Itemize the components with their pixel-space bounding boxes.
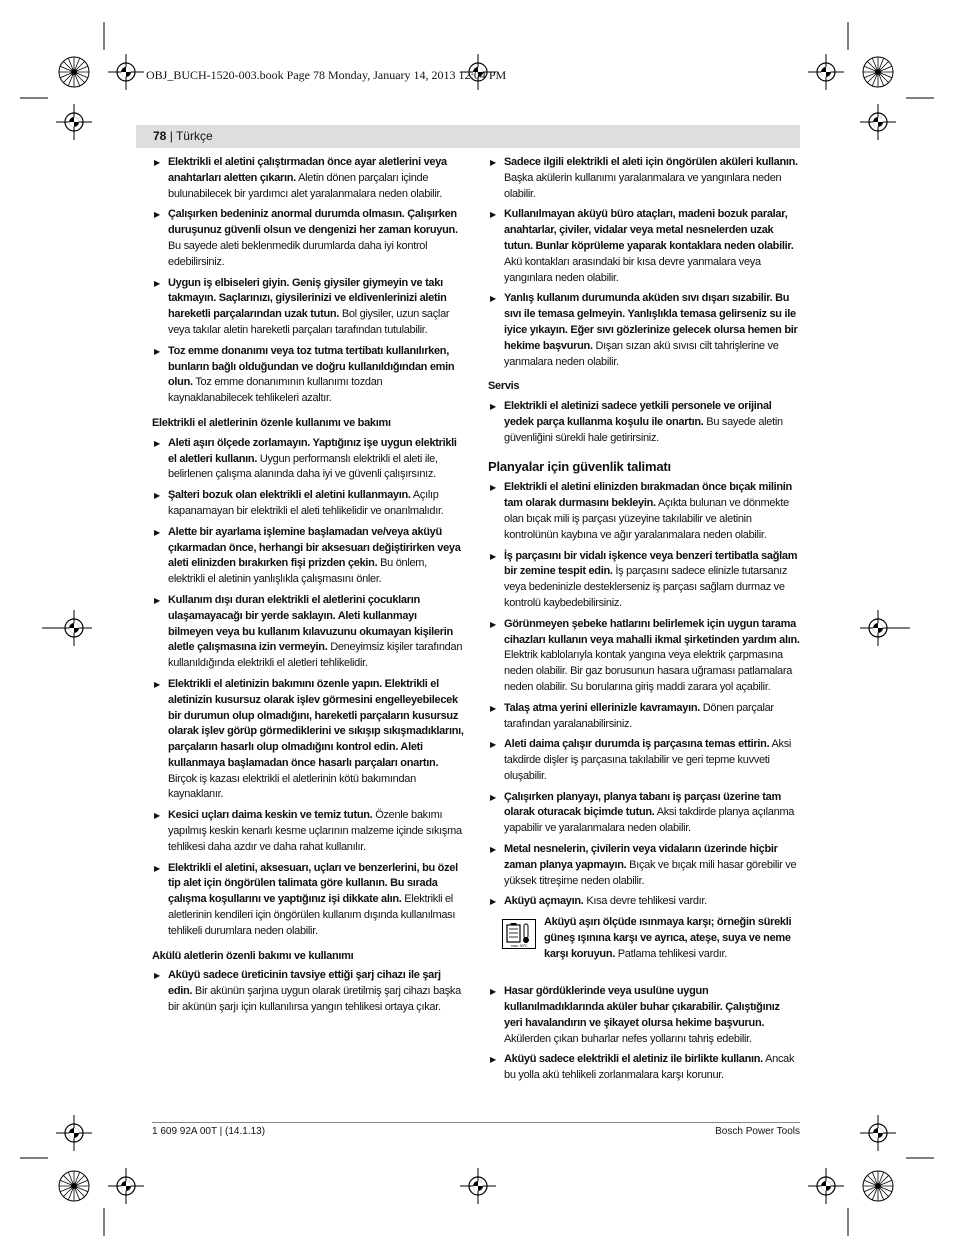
- instruction-bold-text: Sadece ilgili elektrikli el aleti için öngörülen aküleri kullanın.: [504, 156, 798, 168]
- safety-instruction-item: [488, 842, 800, 889]
- instruction-text: Bıçak ve bıçak mili hasar görebilir ve yüksek titreşime neden olabilir.: [504, 858, 797, 887]
- instruction-bold-text: Elektrikli el aletini, aksesuarı, uçları ve benzerlerini, bu özel tip alet için öngörülen talimata göre kullanın. Bu sırada çalışma koşullarını ve yaptığınız işi dikkate alın.: [168, 861, 458, 906]
- instruction-text: Deneyimsiz kişiler tarafından kullanıldığında elektrikli el aletleri tehlikelidir.: [168, 641, 463, 670]
- safety-instruction-item: [152, 808, 464, 855]
- instruction-bold-text: Aleti daima çalışır durumda iş parçasına temas ettirin.: [504, 738, 770, 751]
- safety-instruction-item: [152, 677, 464, 803]
- section-title-planer-safety: Planyalar için güvenlik talimatı: [488, 458, 671, 474]
- instruction-bold-text: Aküyü sadece üreticinin tavsiye ettiği şarj cihazı ile şarj edin.: [168, 969, 441, 998]
- safety-instruction-item: [152, 207, 464, 270]
- instruction-text: Açıkta bulunan ve dönmekte olan bıçak mili iş parçası yüzeyine takılabilir ve aletinin kontrolünün kaybına ve ağır yaralanmalara neden olabilir.: [504, 497, 789, 541]
- safety-instruction-item: [152, 344, 464, 407]
- safety-instruction-item: [488, 737, 800, 784]
- safety-instruction-item: [488, 790, 800, 837]
- instruction-bold-text: Aleti aşırı ölçede zorlamayın. Yaptığınız işe uygun elektrikli el aletleri kullanın.: [168, 436, 457, 465]
- footer-publisher: Bosch Power Tools: [715, 1126, 800, 1137]
- footer-rule: [152, 1122, 800, 1123]
- instruction-bold-text: Elektrikli el aletinizi sadece yetkili personele ve orijinal yedek parça kullanma koşulu ile onartın.: [504, 400, 772, 428]
- safety-instruction-item: [152, 968, 464, 1015]
- header-separator: |: [166, 129, 176, 143]
- safety-instruction-item: [152, 525, 464, 588]
- footer-document-id: 1 609 92A 00T | (14.1.13): [152, 1126, 266, 1137]
- instruction-text: Akü kontakları arasındaki bir kısa devre yanmalara veya yangınlara neden olabilir.: [504, 255, 761, 284]
- instruction-text: Bol giysiler, uzun saçlar veya takılar aletin hareketli parçaları tarafından tutulabilir.: [168, 308, 450, 336]
- safety-instruction-item: [488, 894, 800, 910]
- battery-heat-warning: [488, 915, 800, 979]
- safety-instruction-item: [488, 207, 800, 286]
- instruction-text: Bu sayede aleti beklenmedik durumlarda daha iyi kontrol edebilirsiniz.: [168, 239, 428, 268]
- instruction-bold-text: Kullanım dışı duran elektrikli el aletlerini çocukların ulaşamayacağı bir yerde saklayın. Aleti kullanmayı bilmeyen veya bu kullanım kılavuzunu okumayan kişilerin aletle çalışmasına izin vermeyin.: [168, 593, 453, 654]
- safety-instruction-item: [488, 549, 800, 612]
- instruction-text: İş parçasını sadece elinizle tutarsanız veya bedeninizle desteklerseniz iş parçası sağlam durmaz ve kontrolü kaybedebilirsiniz.: [504, 565, 788, 609]
- instruction-text: Özenle bakımı yapılmış keskin kenarlı kesme uçlarının malzeme içinde sıkışma tehlikesi daha azdır ve daha rahat kullanılır.: [168, 809, 462, 853]
- safety-instruction-item: [488, 480, 800, 543]
- instruction-bold-text: Çalışırken planyayı, planya tabanı iş parçası üzerine tam olarak oturacak biçimde tutun.: [504, 790, 781, 819]
- safety-instruction-item: [488, 399, 800, 446]
- safety-instruction-item: [152, 276, 464, 339]
- instruction-text: Açılıp kapanamayan bir elektrikli el aleti tehlikelidir ve onarılmalıdır.: [168, 489, 444, 517]
- instruction-bold-text: Görünmeyen şebeke hatlarını belirlemek için uygun tarama cihazları kullanın veya mahalli ikmal şirketinden yardım alın.: [504, 617, 800, 646]
- instruction-bold-text: Kullanılmayan aküyü büro ataçları, madeni bozuk paralar, anahtarlar, çiviler, vidalar veya metal nesnelerden uzak tutun. Bunlar köprüleme yaparak kontaklara neden olabilir.: [504, 208, 794, 252]
- header-language: Türkçe: [175, 129, 213, 143]
- warn-bold-text: Aküyü aşırı ölçüde ısınmaya karşı; örneğin sürekli güneş ışınına karşı ve ayrıca, ateşe, suya ve neme karşı koruyun.: [544, 916, 792, 960]
- instruction-text: Toz emme donanımının kullanımı tozdan kaynaklanabilecek tehlikeleri azaltır.: [168, 376, 383, 405]
- instruction-text: Elektrikli el aletlerinin kendileri için öngörülen kullanım dışında kullanılması tehlikeli durumlara neden olabilir.: [168, 893, 456, 937]
- warn-text: Patlama tehlikesi vardır.: [615, 947, 728, 960]
- safety-instruction-item: [152, 593, 464, 672]
- safety-instruction-item: [152, 436, 464, 483]
- instruction-text: Bu önlem, elektrikli el aletinin yanlışlıkla çalışmasını önler.: [168, 557, 427, 586]
- right-column: [488, 155, 800, 1089]
- instruction-bold-text: Uygun iş elbiseleri giyin. Geniş giysiler giymeyin ve takı takmayın. Saçlarınızı, giysilerinizi ve eldivenlerinizi aletin hareketli parçalarından uzak tutun.: [168, 276, 447, 321]
- instruction-text: Başka akülerin kullanımı yaralanmalara ve yangınlara neden olabilir.: [504, 171, 782, 200]
- instruction-text: Ancak bu yolla akü tehlikeli zorlanmalara karşı korunur.: [504, 1053, 795, 1082]
- instruction-text: Dışarı sızan akü sıvısı cilt tahrişlerine ve yanmalara neden olabilir.: [504, 339, 779, 368]
- instruction-text: Elektrik kablolarıyla kontak yangına veya elektrik çarpmasına neden olabilir. Bir gaz borusunun hasara uğraması patlamalara neden olabilir. Su borularına giriş maddi zarara yol açabilir.: [504, 649, 793, 693]
- safety-instruction-item: [152, 488, 464, 520]
- subheading-service: Servis: [488, 380, 520, 393]
- safety-instruction-item: [152, 861, 464, 940]
- instruction-text: Aksi takdirde dişler iş parçasına takılabilir ve geri tepme kuvveti oluşabilir.: [504, 738, 792, 782]
- instruction-bold-text: Elektrikli el aletinizin bakımını özenle yapın. Elektrikli el aletinizin kusursuz olarak işlev görmesini engelleyebilecek bir durumun olup olmadığını, hareketli parçaların kusursuz olarak işlev görüp görmediklerini ve sıkışıp sıkışmadıklarını, parçaların hasarlı olup olmadığını kontrol edin. Aleti kullanmaya başlamadan önce hasarlı parçaları onartın.: [168, 677, 464, 769]
- safety-instruction-item: [488, 1052, 800, 1084]
- left-column: [152, 155, 464, 1021]
- instruction-bold-text: Elektrikli el aletini elinizden bırakmadan önce bıçak milinin tam olarak durmasını bekleyin.: [504, 481, 792, 510]
- instruction-text: Akülerden çıkan buharlar nefes yollarını tahriş edebilir.: [504, 1032, 752, 1045]
- instruction-bold-text: Aküyü sadece elektrikli el aletiniz ile birlikte kullanın.: [504, 1053, 763, 1066]
- safety-instruction-item: [488, 291, 800, 370]
- instruction-text: Aletin dönen parçaları içinde bulunabilecek bir yardımcı alet yaralanmalara neden olabilir.: [168, 171, 442, 200]
- instruction-text: Birçok iş kazası elektrikli el aletlerinin kötü bakımından kaynaklanır.: [168, 772, 416, 801]
- subheading-tool-care: Elektrikli el aletlerinin özenle kullanımı ve bakımı: [152, 416, 391, 429]
- instruction-bold-text: Metal nesnelerin, çivilerin veya vidaların üzerinde hiçbir zaman planya yapmayın.: [504, 843, 778, 871]
- print-slug-line: OBJ_BUCH-1520-003.book Page 78 Monday, January 14, 2013 12:04 PM: [146, 68, 507, 82]
- instruction-bold-text: Hasar gördüklerinde veya usulüne uygun kullanılmadıklarında aküler buhar çıkarabilir. Çalıştığınız yeri havalandırın ve şikayet olursa hekime başvurun.: [504, 985, 780, 1029]
- instruction-bold-text: Alette bir ayarlama işlemine başlamadan ve/veya aküyü çıkarmadan önce, herhangi bir aksesuarı değiştirirken veya aleti elinizden bırakırken fişi prizden çekin.: [168, 525, 461, 570]
- instruction-text: Bu sayede aletin güvenliğini sürekli hale getirirsiniz.: [504, 415, 783, 444]
- page-number: 78: [153, 129, 167, 143]
- instruction-bold-text: Aküyü açmayın.: [504, 895, 584, 908]
- instruction-text: Kısa devre tehlikesi vardır.: [583, 895, 707, 908]
- instruction-text: Aksi takdirde planya açılanma yapabilir ve yaralanmalara neden olabilir.: [504, 806, 795, 835]
- safety-instruction-item: [488, 155, 800, 202]
- safety-instruction-item: [488, 617, 800, 696]
- battery-heat-warning-icon-caption: max. 50°C: [510, 944, 528, 949]
- instruction-text: Dönen parçalar tarafından yaralanabilirsiniz.: [504, 701, 774, 730]
- page-header-text: [153, 129, 213, 143]
- battery-heat-warning-icon: [502, 919, 536, 949]
- instruction-bold-text: Yanlış kullanım durumunda aküden sıvı dışarı sızabilir. Bu sıvı ile temasa gelmeyin. Yanlışlıkla temasa gelirseniz su ile iyice yıkayın. Eğer sıvı gözlerinize gelecek olursa hemen bir hekime başvurun.: [504, 292, 798, 352]
- instruction-bold-text: Şalteri bozuk olan elektrikli el aletini kullanmayın.: [168, 489, 411, 502]
- page-header: [136, 125, 800, 148]
- safety-instruction-item: [488, 984, 800, 1047]
- subheading-battery-care: Akülü aletlerin özenli bakımı ve kullanımı: [152, 949, 354, 962]
- instruction-bold-text: Toz emme donanımı veya toz tutma tertibatı kullanılırken, bunların bağlı olduğundan ve doğru kullanıldığından emin olun.: [168, 344, 455, 389]
- instruction-text: Bir akünün şarjına uygun olarak üretilmiş şarj cihazı başka bir akünün şarjı için kullanılırsa yangın tehlikesi ortaya çıkar.: [168, 985, 461, 1014]
- instruction-bold-text: İş parçasını bir vidalı işkence veya benzeri tertibatla sağlam bir zemine tespit edin.: [504, 549, 798, 578]
- instruction-bold-text: Elektrikli el aletini çalıştırmadan önce ayar aletlerini veya anahtarları aletten çıkarın.: [168, 156, 447, 184]
- safety-instruction-item: [152, 155, 464, 202]
- instruction-bold-text: Talaş atma yerini ellerinizle kavramayın.: [504, 701, 700, 714]
- instruction-text: Uygun performanslı elektrikli el aleti ile, belirlenen çalışma alanında daha iyi ve güvenli çalışırsınız.: [168, 452, 438, 481]
- safety-instruction-item: [488, 701, 800, 733]
- instruction-bold-text: Çalışırken bedeniniz anormal durumda olmasın. Çalışırken duruşunuz güvenli olsun ve dengenizi her zaman koruyun.: [168, 208, 458, 237]
- instruction-bold-text: Kesici uçları daima keskin ve temiz tutun.: [168, 809, 373, 822]
